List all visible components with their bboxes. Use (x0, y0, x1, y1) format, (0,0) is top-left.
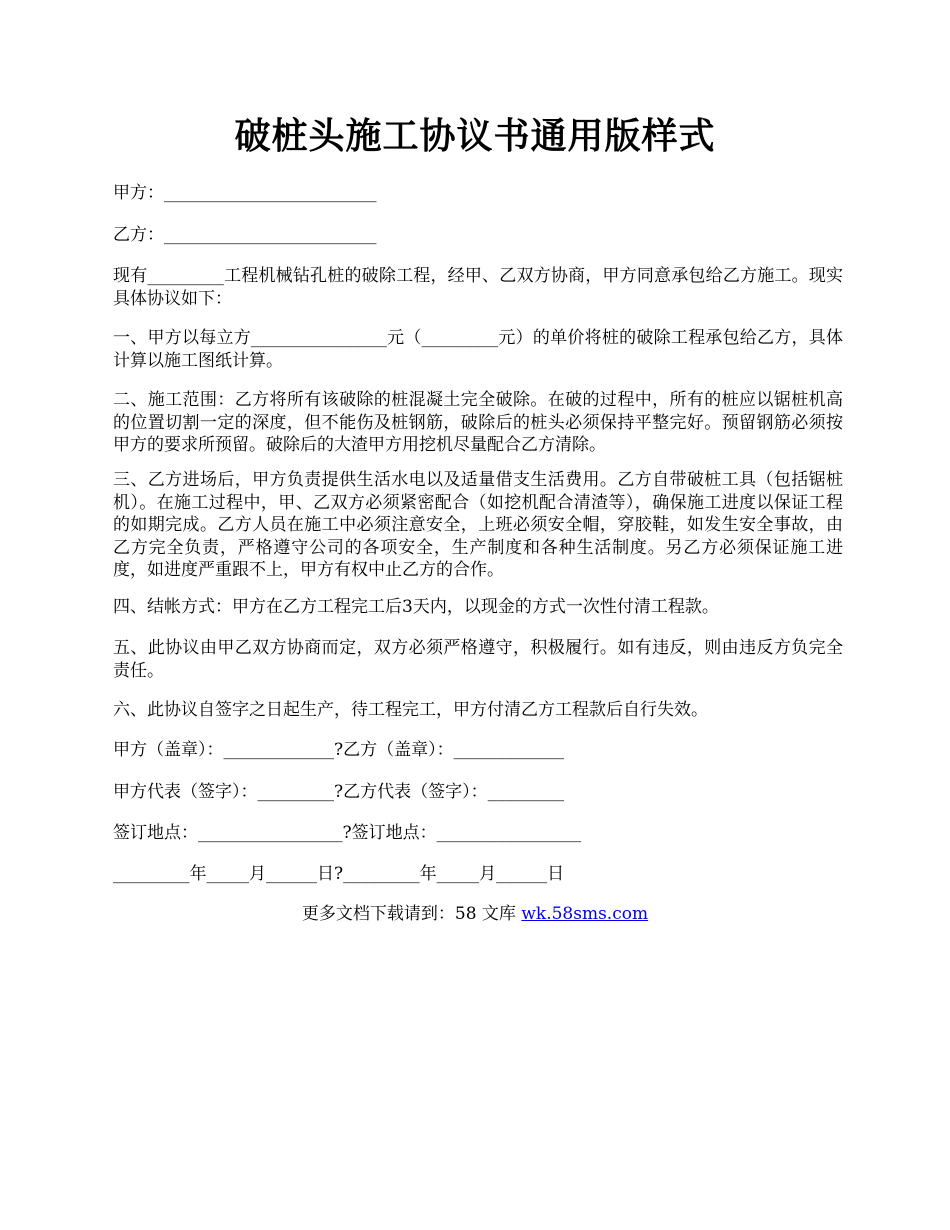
clause-4: 四、结帐方式：甲方在乙方工程完工后3天内，以现金的方式一次性付清工程款。 (113, 597, 719, 617)
footer (0, 903, 950, 925)
intro-paragraph: 现有_________工程机械钻孔桩的破除工程，经甲、乙双方协商，甲方同意承包给乙方施工。现实具体协议如下： (113, 266, 843, 309)
clause-2: 二、施工范围：乙方将所有该破除的桩混凝土完全破除。在破的过程中，所有的桩应以锯桩机高的位置切割一定的深度，但不能伤及桩钢筋，破除后的桩头必须保持平整完好。预留钢筋必须按甲方的要求所预留。破除后的大渣甲方用挖机尽量配合乙方清除。 (113, 390, 843, 455)
party-b-line: 乙方：_________________________ (113, 225, 377, 245)
clause-3: 三、乙方进场后，甲方负责提供生活水电以及适量借支生活费用。乙方自带破桩工具（包括锯桩机）。在施工过程中，甲、乙双方必须紧密配合（如挖机配合清渣等），确保施工进度以保证工程的如期完成。乙方人员在施工中必须注意安全，上班必须安全帽，穿胶鞋，如发生安全事故，由乙方完全负责，严格遵守公司的各项安全，生产制度和各种生活制度。另乙方必须保证施工进度，如进度严重跟不上，甲方有权中止乙方的合作。 (113, 470, 843, 580)
party-a-line: 甲方：_________________________ (113, 183, 377, 203)
footer-text: 更多文档下载请到：58 文库 (301, 904, 522, 924)
clause-5: 五、此协议由甲乙双方协商而定，双方必须严格遵守，积极履行。如有违反，则由违反方负完全责任。 (113, 638, 843, 681)
signature-date-line: _________年_____月______日?_________年_____月______日 (113, 864, 565, 884)
clause-1: 一、甲方以每立方________________元（_________元）的单价将桩的破除工程承包给乙方，具体计算以施工图纸计算。 (113, 328, 843, 371)
clause-6: 六、此协议自签字之日起生产，待工程完工，甲方付清乙方工程款后自行失效。 (113, 700, 708, 720)
page-title: 破桩头施工协议书通用版样式 (234, 115, 716, 157)
signature-seal-line: 甲方（盖章）：_____________?乙方（盖章）：_____________ (113, 740, 565, 760)
signature-representative-line: 甲方代表（签字）：_________?乙方代表（签字）：_________ (113, 782, 565, 802)
footer-link[interactable]: wk.58sms.com (521, 904, 649, 924)
signature-location-line: 签订地点：_________________?签订地点：_________________ (113, 823, 582, 843)
